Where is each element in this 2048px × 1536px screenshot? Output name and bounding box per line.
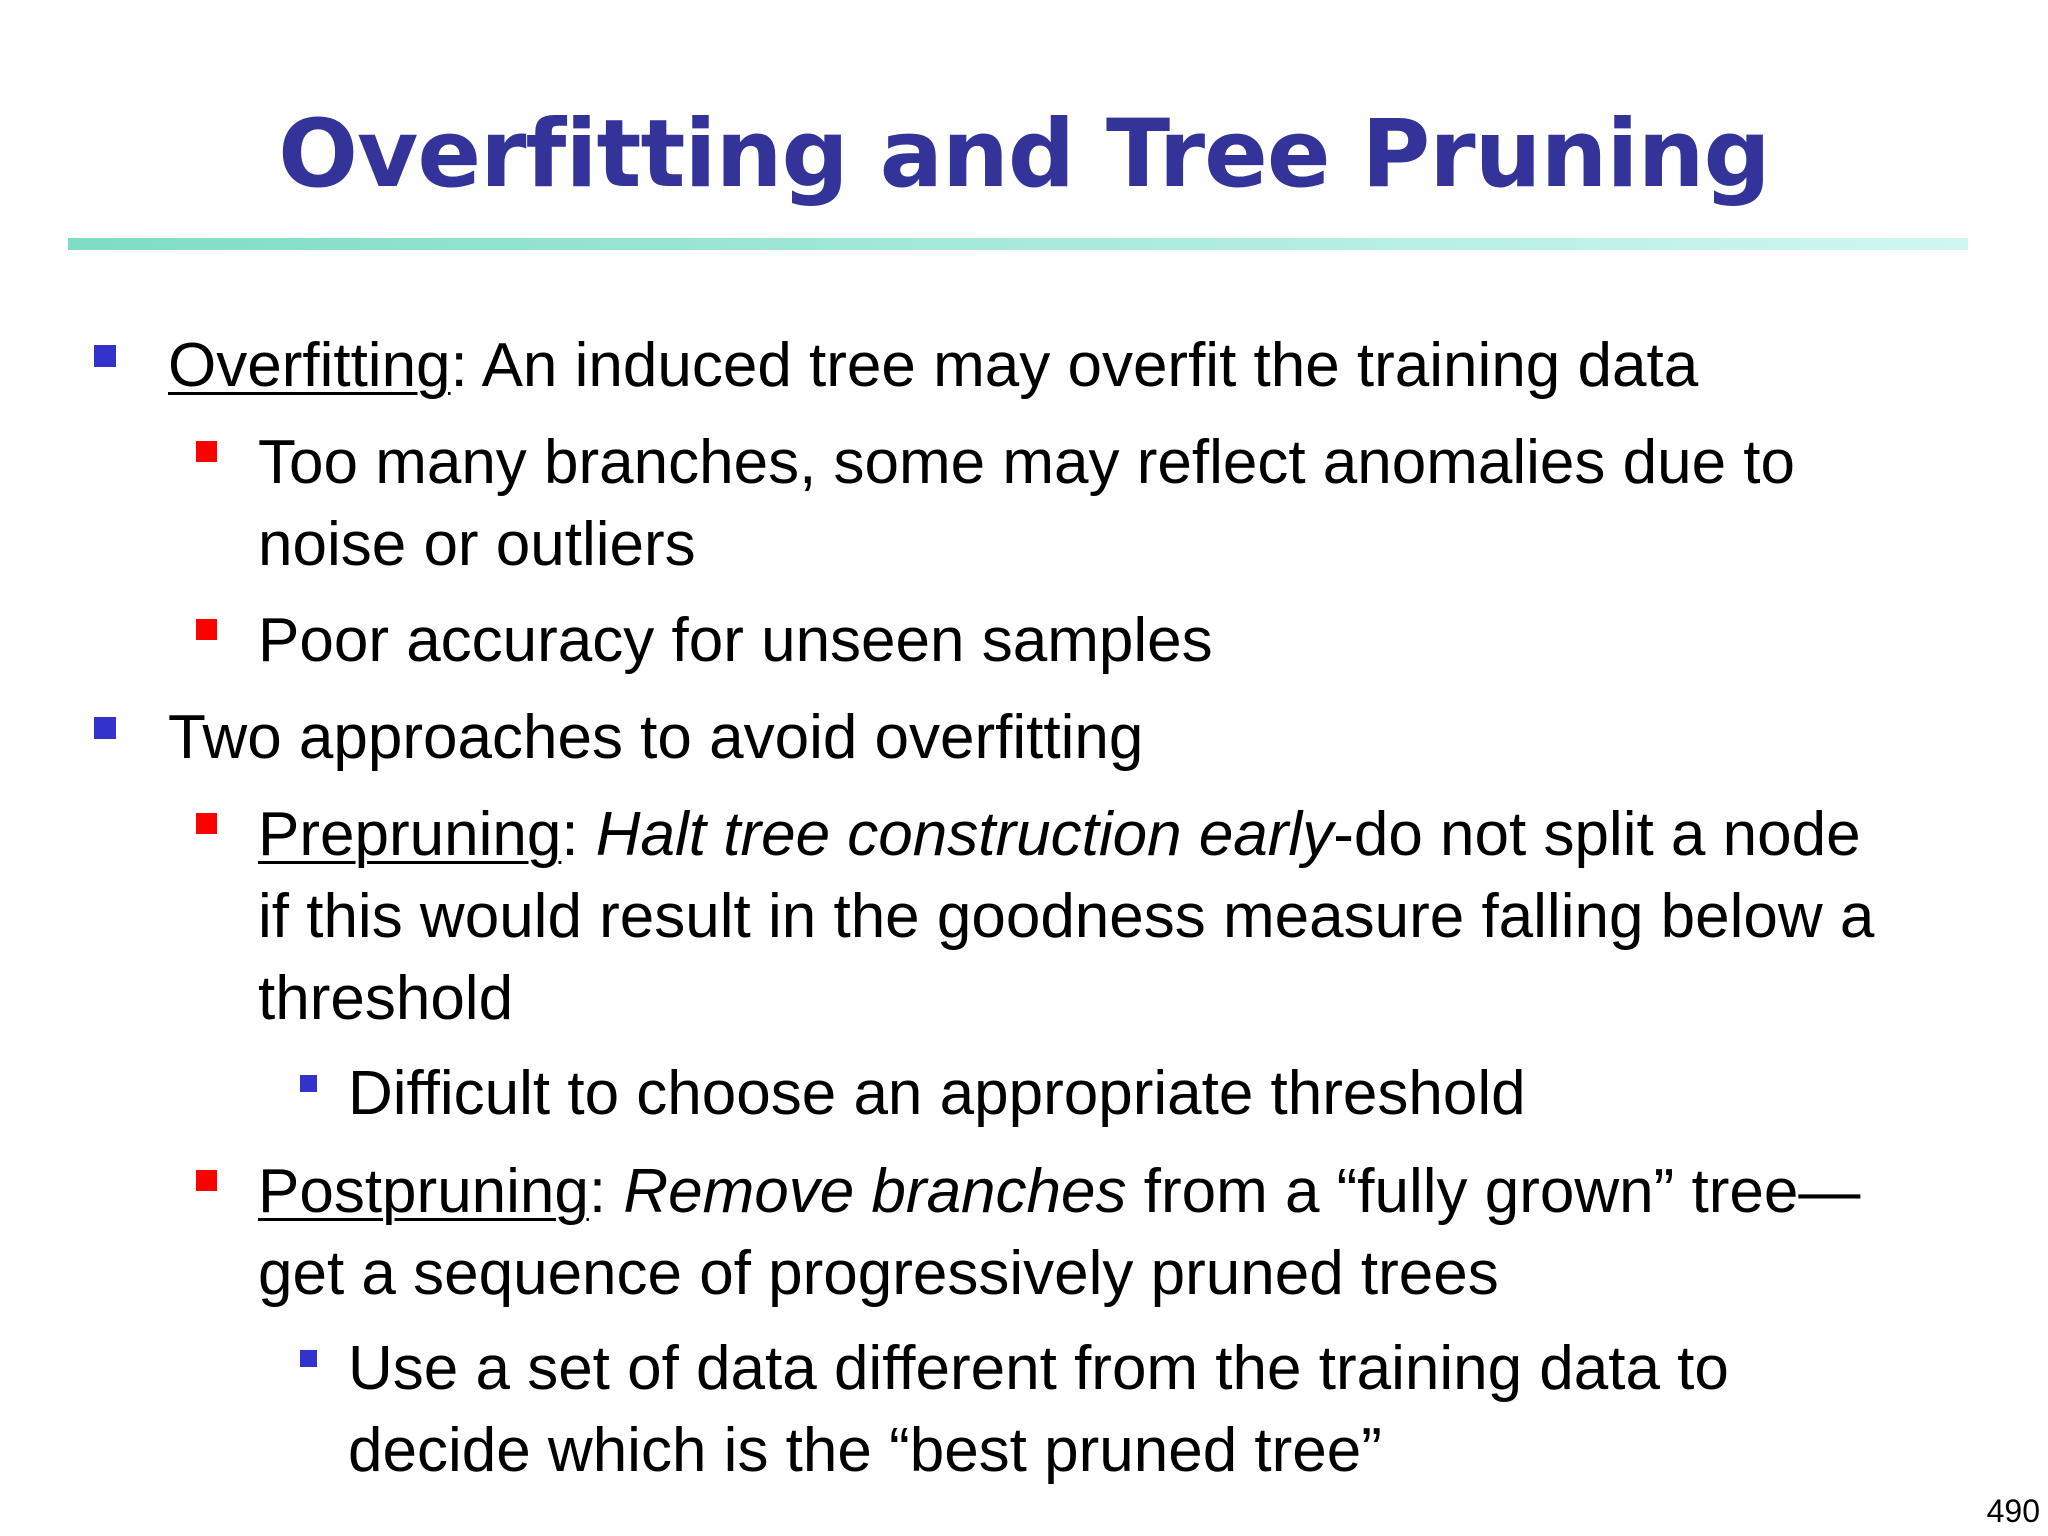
- bullet-prepruning-line3: threshold: [258, 964, 514, 1033]
- bullet-too-many-branches-line2: noise or outliers: [258, 510, 696, 579]
- overfitting-definition: : An induced tree may overfit the training data: [450, 331, 1699, 400]
- bullet-two-approaches: Two approaches to avoid overfitting: [168, 703, 1144, 772]
- bullet-poor-accuracy: Poor accuracy for unseen samples: [258, 606, 1213, 675]
- slide-title: Overfitting and Tree Pruning: [278, 100, 1770, 209]
- bullet-too-many-branches-line1: Too many branches, some may reflect anomalies due to: [258, 428, 1795, 497]
- page-number: 490: [1986, 1493, 2040, 1529]
- bullet-marker-level1: [94, 345, 116, 367]
- bullet-marker-level3: [300, 1075, 317, 1092]
- term-prepruning: Prepruning: [258, 800, 562, 869]
- bullet-difficult-threshold: Difficult to choose an appropriate threshold: [348, 1059, 1526, 1128]
- bullet-marker-level2: [196, 441, 217, 462]
- prepruning-colon: :: [561, 800, 596, 869]
- title-divider: [68, 238, 1968, 250]
- postpruning-italic: Remove branches: [623, 1157, 1127, 1226]
- bullet-marker-level1: [94, 717, 116, 739]
- bullet-marker-level2: [196, 813, 217, 834]
- bullet-marker-level3: [300, 1350, 317, 1367]
- term-overfitting: Overfitting: [168, 331, 451, 400]
- bullet-prepruning-line1: [258, 794, 1861, 876]
- bullet-prepruning-line2: if this would result in the goodness measure falling below a: [258, 882, 1875, 951]
- bullet-overfitting: [168, 325, 1698, 407]
- bullet-postpruning-line2: get a sequence of progressively pruned trees: [258, 1239, 1499, 1308]
- bullet-validation-set-line2: decide which is the “best pruned tree”: [348, 1416, 1382, 1485]
- bullet-marker-level2: [196, 1170, 217, 1191]
- postpruning-rest: from a “fully grown” tree—: [1126, 1157, 1861, 1226]
- prepruning-rest: -do not split a node: [1333, 800, 1861, 869]
- bullet-validation-set-line1: Use a set of data different from the training data to: [348, 1334, 1729, 1403]
- postpruning-colon: :: [588, 1157, 624, 1226]
- bullet-postpruning-line1: [258, 1151, 1860, 1233]
- bullet-marker-level2: [196, 619, 217, 640]
- prepruning-italic: Halt tree construction early: [595, 800, 1334, 869]
- term-postpruning: Postpruning: [258, 1157, 589, 1226]
